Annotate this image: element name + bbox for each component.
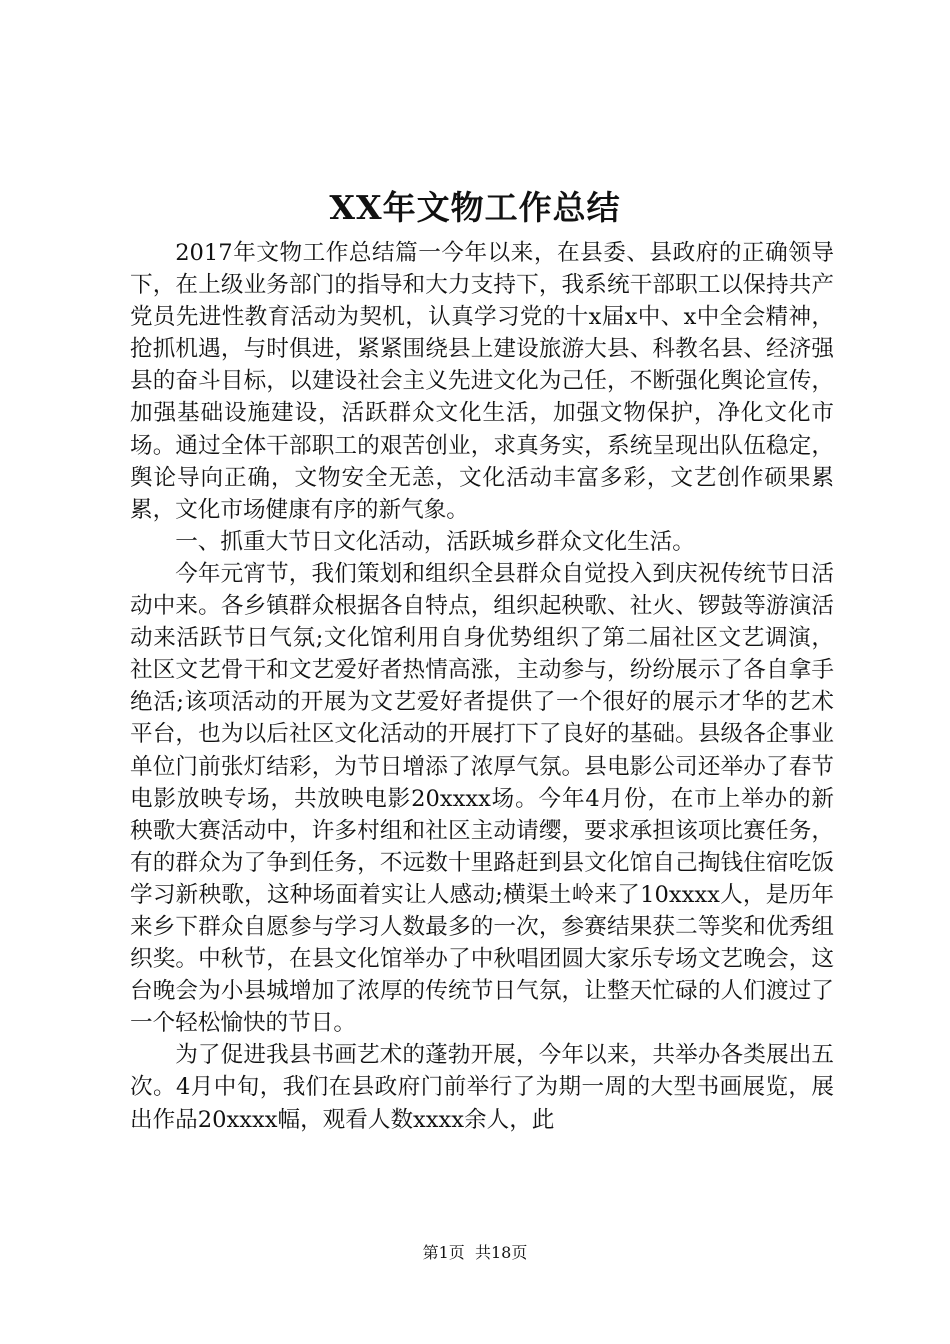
- paragraph-festivals: 今年元宵节，我们策划和组织全县群众自觉投入到庆祝传统节日活动中来。各乡镇群众根据各自特点，组织起秧歌、社火、锣鼓等游演活动来活跃节日气氛;文化馆利用自身优势组织了第二届社区文艺调演，社区文艺骨干和文艺爱好者热情高涨，主动参与，纷纷展示了各自拿手绝活;该项活动的开展为文艺爱好者提供了一个很好的展示才华的艺术平台，也为以后社区文化活动的开展打下了良好的基础。县级各企事业单位门前张灯结彩，为节日增添了浓厚气氛。县电影公司还举办了春节电影放映专场，共放映电影20xxxx场。今年4月份，在市上举办的新秧歌大赛活动中，许多村组和社区主动请缨，要求承担该项比赛任务，有的群众为了争到任务，不远数十里路赶到县文化馆自己掏钱住宿吃饭学习新秧歌，这种场面着实让人感动;横渠土岭来了10xxxx人，是历年来乡下群众自愿参与学习人数最多的一次，参赛结果获二等奖和优秀组织奖。中秋节，在县文化馆举办了中秋唱团圆大家乐专场文艺晚会，这台晚会为小县城增加了浓厚的传统节日气氛，让整天忙碌的人们渡过了一个轻松愉快的节日。: [130, 560, 834, 1037]
- page-footer: [0, 1241, 950, 1265]
- document-body: [130, 237, 834, 1136]
- section-heading-1: 一、抓重大节日文化活动，活跃城乡群众文化生活。: [175, 528, 695, 555]
- page-total: 共18页: [474, 1243, 528, 1262]
- paragraph-calligraphy: 为了促进我县书画艺术的蓬勃开展，今年以来，共举办各类展出五次。4月中旬，我们在县政府门前举行了为期一周的大型书画展览，展出作品20xxxx幅，观看人数xxxx余人，此: [130, 1042, 834, 1133]
- page-number: 第1页: [422, 1243, 465, 1262]
- paragraph-intro: 2017年文物工作总结篇一今年以来，在县委、县政府的正确领导下，在上级业务部门的指导和大力支持下，我系统干部职工以保持共产党员先进性教育活动为契机，认真学习党的十x届x中、x中全会精神，抢抓机遇，与时俱进，紧紧围绕县上建设旅游大县、科教名县、经济强县的奋斗目标，以建设社会主义先进文化为己任，不断强化舆论宣传，加强基础设施建设，活跃群众文化生活，加强文物保护，净化文化市场。通过全体干部职工的艰苦创业，求真务实，系统呈现出队伍稳定，舆论导向正确，文物安全无恙，文化活动丰富多彩，文艺创作硕果累累，文化市场健康有序的新气象。: [130, 240, 834, 523]
- document-title: XX年文物工作总结: [329, 188, 621, 227]
